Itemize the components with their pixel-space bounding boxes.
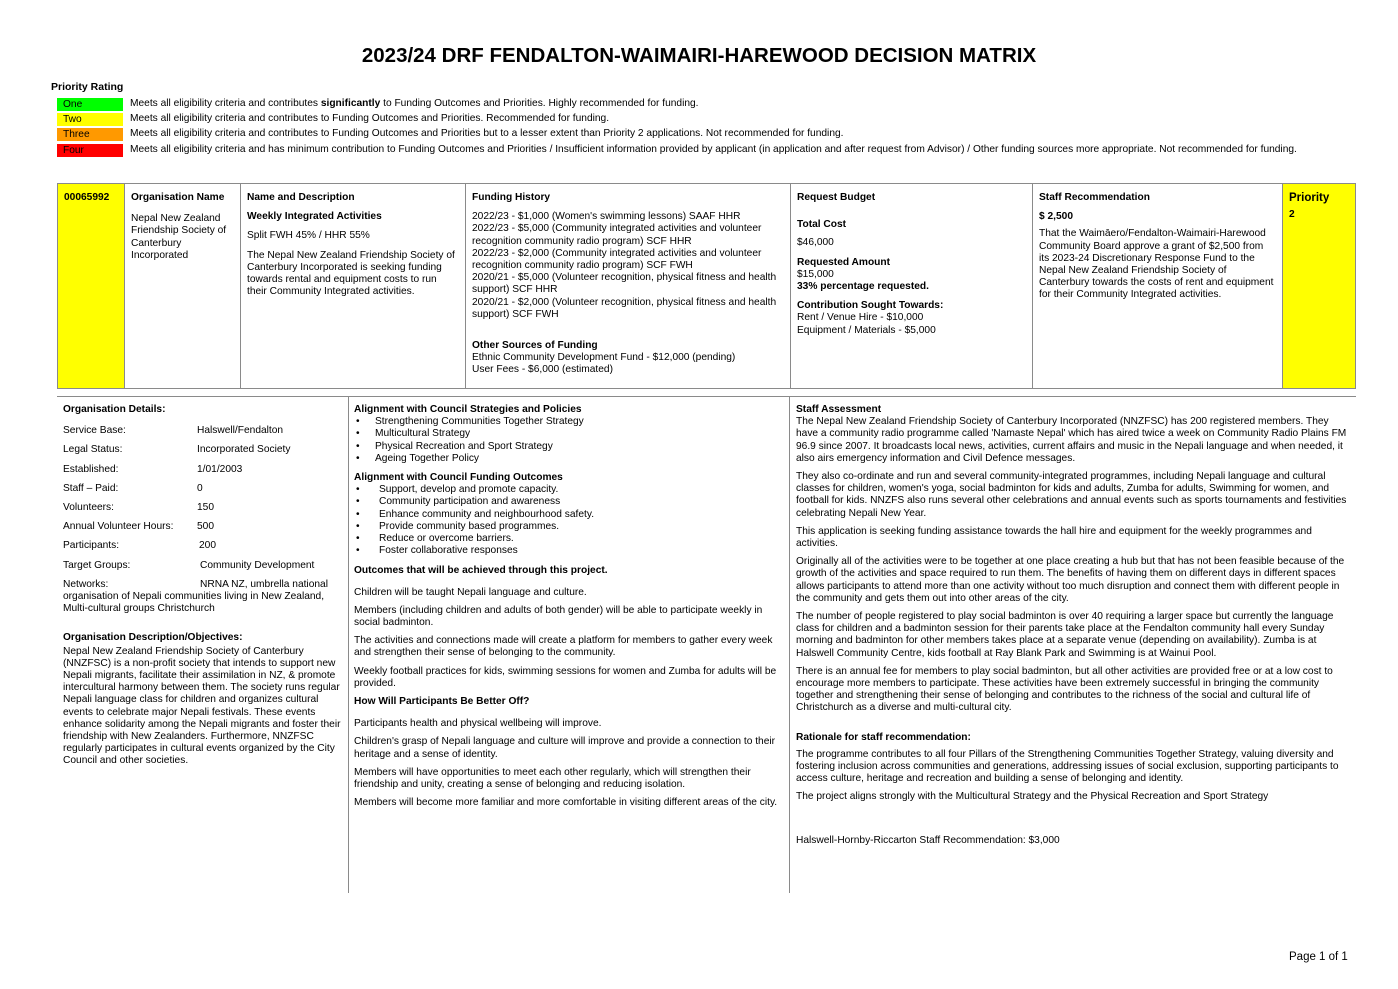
priority-desc-four: Meets all eligibility criteria and has minimum contribution to Funding Outcomes and Priorities / Insufficient information provided by applicant (in application and after request from Advisor) / Other funding sources more appropriate. Not recommended for funding.: [130, 144, 1297, 155]
requested-amount-label: Requested Amount: [797, 256, 891, 268]
staff-assessment-column: [796, 404, 1352, 847]
funding-history-item: 2022/23 - $2,000 (Community integrated activities and volunteer recognition community radio program) SCF FWH: [472, 247, 762, 272]
total-cost-value: $46,000: [797, 237, 834, 249]
name-description-header: Name and Description: [247, 192, 355, 203]
detail-value: Halswell/Fendalton: [197, 425, 284, 437]
name-description-cell: [241, 184, 466, 388]
detail-row: [63, 444, 343, 463]
priority-desc-one: [130, 98, 1320, 110]
detail-label: Target Groups:: [63, 559, 131, 571]
project-outcomes-heading: Outcomes that will be achieved through this project.: [354, 565, 608, 577]
section-divider: [57, 396, 1356, 397]
column-divider: [789, 397, 790, 893]
assessment-paragraph: This application is seeking funding assistance towards the hall hire and equipment for the weekly programmes and activities.: [796, 525, 1312, 550]
staff-recommendation-amount: $ 2,500: [1039, 211, 1073, 223]
total-cost-label: Total Cost: [797, 219, 847, 231]
priority-rating-heading: Priority Rating: [51, 81, 124, 93]
rationale-paragraph: The project aligns strongly with the Multicultural Strategy and the Physical Recreation and Sport Strategy: [796, 791, 1269, 803]
detail-row: [63, 540, 343, 559]
strategy-item: • Physical Recreation and Sport Strategy: [354, 441, 782, 453]
organisation-cell: [125, 184, 241, 388]
project-outcome: Members (including children and adults of both gender) will be able to participate weekly in social badminton.: [354, 604, 763, 629]
funding-history-list: [472, 211, 784, 321]
detail-value: 200: [199, 540, 216, 552]
staff-recommendation-cell: [1033, 184, 1283, 388]
funding-history-cell: [466, 184, 791, 388]
priority-desc-one-bold: significantly: [320, 98, 381, 109]
strategy-item: • Multicultural Strategy: [354, 428, 782, 440]
priority-header: Priority: [1289, 192, 1330, 204]
requested-amount-value: $15,000: [797, 268, 834, 280]
alignment-column: [354, 404, 782, 815]
priority-desc-three: Meets all eligibility criteria and contributes to Funding Outcomes and Priorities but to a lesser extent than Priority 2 applications. Not recommended for funding.: [130, 128, 844, 139]
request-budget-cell: [791, 184, 1033, 388]
priority-swatch-four: Four: [57, 144, 123, 157]
outcome-item: • Provide community based programmes.: [354, 521, 782, 533]
networks-continuation: organisation of Nepali communities living in New Zealand, Multi-cultural groups Christchurch: [63, 590, 325, 615]
detail-row: [63, 425, 343, 444]
priority-desc-one-pre: Meets all eligibility criteria and contributes: [130, 98, 321, 109]
organisation-details-heading: Organisation Details:: [63, 404, 166, 415]
column-divider: [348, 397, 349, 893]
better-off-item: Children's grasp of Nepali language and culture will improve and provide a connection to their heritage and a sense of identity.: [354, 736, 776, 760]
funding-history-item: 2020/21 - $5,000 (Volunteer recognition, physical fitness and health support) SCF HHR: [472, 272, 777, 296]
detail-label: Annual Volunteer Hours:: [63, 521, 174, 533]
funding-history-header: Funding History: [472, 192, 551, 203]
rationale-paragraph: The programme contributes to all four Pillars of the Strengthening Communities Together Strategy, valuing diversity and fostering inclusion across communities and generations, addressing issues of social exclusion, supporting participants to access culture, heritage and recreation and building a sense of belonging and identity.: [796, 748, 1339, 785]
application-id: 00065992: [64, 192, 110, 203]
strategies-heading: Alignment with Council Strategies and Policies: [354, 404, 582, 415]
strategy-item: • Strengthening Communities Together Strategy: [354, 416, 782, 428]
page-number: Page 1 of 1: [1289, 951, 1348, 963]
project-name: Weekly Integrated Activities: [247, 211, 382, 223]
application-table: [57, 183, 1356, 389]
organisation-header: Organisation Name: [131, 192, 225, 203]
detail-row: [63, 560, 343, 579]
strategies-list: [354, 416, 782, 465]
detail-label: Participants:: [63, 540, 120, 552]
better-off-item: Members will have opportunities to meet each other regularly, which will strengthen their friendship and unity, creating a sense of belonging and reducing isolation.: [354, 766, 751, 791]
detail-label: Service Base:: [63, 425, 126, 437]
detail-label: Staff – Paid:: [63, 482, 119, 494]
outcome-item: • Community participation and awareness: [354, 496, 782, 508]
priority-swatch-two: Two: [57, 113, 123, 126]
detail-row: [63, 464, 343, 483]
assessment-paragraph: There is an annual fee for members to play social badminton, but all other activities are provided free or at a low cost to encourage more members to participate. These activities have been extremely successful in bringing the community together and strengthening their sense of belonging and contributes to the richness of the social and cultural life of Christchurch as a diverse and multi-cultural city.: [796, 665, 1333, 714]
application-id-cell: [58, 184, 125, 388]
detail-value: Community Development: [200, 559, 315, 571]
detail-value: 150: [197, 501, 214, 513]
contribution-item: Equipment / Materials - $5,000: [797, 324, 936, 336]
other-source-item: Ethnic Community Development Fund - $12,000 (pending): [472, 352, 736, 364]
detail-value: 500: [197, 521, 214, 533]
detail-row: [63, 521, 343, 540]
detail-row: [63, 483, 343, 502]
staff-recommendation-text: That the Waimāero/Fendalton-Waimairi-Harewood Community Board approve a grant of $2,500 from its 2023-24 Discretionary Response Fund to the Nepal New Zealand Friendship Society of Canterbury towards the costs of rent and equipment for their Community Integrated activities.: [1039, 228, 1274, 301]
funding-history-item: 2022/23 - $1,000 (Women's swimming lessons) SAAF HHR: [472, 211, 741, 223]
funding-history-item: 2020/21 - $2,000 (Volunteer recognition, physical fitness and health support) SCF FWH: [472, 296, 777, 320]
detail-value: Incorporated Society: [197, 444, 291, 456]
organisation-description-heading: Organisation Description/Objectives:: [63, 632, 243, 644]
other-board-recommendation: Halswell-Hornby-Riccarton Staff Recommendation: $3,000: [796, 834, 1060, 846]
outcome-item: • Reduce or overcome barriers.: [354, 533, 782, 545]
better-off-item: Members will become more familiar and more comfortable in visiting different areas of the city.: [354, 797, 778, 809]
project-outcome: Children will be taught Nepali language and culture.: [354, 586, 587, 598]
detail-label: Volunteers:: [63, 501, 114, 513]
priority-swatch-three: Three: [57, 128, 123, 141]
networks-value: NRNA NZ, umbrella national: [200, 578, 328, 590]
rationale-heading: Rationale for staff recommendation:: [796, 731, 971, 743]
other-source-item: User Fees - $6,000 (estimated): [472, 364, 613, 376]
other-sources-header: Other Sources of Funding: [472, 340, 598, 352]
priority-desc-one-post: to Funding Outcomes and Priorities. Highly recommended for funding.: [380, 98, 699, 109]
page-title: 2023/24 DRF FENDALTON-WAIMAIRI-HAREWOOD DECISION MATRIX: [361, 44, 1037, 67]
request-budget-header: Request Budget: [797, 192, 876, 203]
better-off-item: Participants health and physical wellbeing will improve.: [354, 718, 602, 730]
staff-assessment-heading: Staff Assessment: [796, 404, 882, 415]
percentage-requested: 33% percentage requested.: [797, 281, 929, 293]
outcome-item: • Foster collaborative responses: [354, 545, 782, 557]
priority-value: 2: [1289, 209, 1295, 221]
detail-value: 0: [197, 482, 203, 494]
outcome-item: • Support, develop and promote capacity.: [354, 484, 782, 496]
funding-history-item: 2022/23 - $5,000 (Community integrated activities and volunteer recognition community radio program) SCF HHR: [472, 223, 762, 247]
project-outcome: The activities and connections made will create a platform for members to gather every week and strengthen their sense of belonging to the community.: [354, 635, 773, 659]
assessment-paragraph: The Nepal New Zealand Friendship Society of Canterbury Incorporated (NNZFSC) has 200 registered members. They have a community radio programme called 'Namaste Nepal' which has aired twice a week on Community Radio Plains FM 96.9 since 2007. It broadcasts local news, activities, current affairs and music in the Nepali language and when needed, it also airs emergency information and Civil Defence messages.: [796, 416, 1347, 464]
priority-cell: [1283, 184, 1355, 388]
organisation-description: Nepal New Zealand Friendship Society of Canterbury (NNZFSC) is a non-profit society that intends to support new Nepali migrants, facilitate their assimilation in NZ, & promote intercultural harmony between them. The society runs regular Nepali language class for children and organizes cultural events to celebrate major Nepali festivals. These events enhance solidarity among the Nepali migrants and foster their friendship with New Zealanders. Furthermore, NNZFSC regularly participates in cultural events organized by the City Council and other societies.: [63, 645, 341, 767]
outcome-item: • Enhance community and neighbourhood safety.: [354, 509, 782, 521]
assessment-paragraph: They also co-ordinate and run and several community-integrated programmes, including Nepali language and cultural classes for children, women's yoga, social badminton for kids and adults, Zumba for adults, Swimming for women, and football for kids. NNZFS also runs several other celebrations and annual events such as sports tournaments and festivities celebrating Nepali New Year.: [796, 471, 1347, 519]
networks-row: [63, 579, 343, 616]
strategy-item: • Ageing Together Policy: [354, 453, 782, 465]
better-off-heading: How Will Participants Be Better Off?: [354, 696, 530, 708]
detail-value: 1/01/2003: [197, 463, 243, 475]
contribution-label: Contribution Sought Towards:: [797, 300, 944, 312]
detail-row: [63, 502, 343, 521]
project-outcome: Weekly football practices for kids, swimming sessions for women and Zumba for adults will be provided.: [354, 665, 777, 689]
funding-split: Split FWH 45% / HHR 55%: [247, 230, 370, 242]
project-description: The Nepal New Zealand Friendship Society of Canterbury Incorporated is seeking funding towards rental and equipment costs to run their Community Integrated activities.: [247, 249, 455, 298]
organisation-name: Nepal New Zealand Friendship Society of Canterbury Incorporated: [131, 213, 227, 261]
staff-recommendation-header: Staff Recommendation: [1039, 192, 1150, 203]
detail-label: Established:: [63, 463, 119, 475]
priority-swatch-one: One: [57, 98, 123, 111]
assessment-paragraph: The number of people registered to play social badminton is over 40 requiring a larger space but currently the language class for children and a badminton session for their parents take place at the Fendalton community hall every Sunday morning and badminton for other members takes place at a separate venue (depending on availability). Zumba is at Halswell Community Centre, kids football at Ray Blank Park and Swimming is at Wainui Pool.: [796, 611, 1334, 659]
contribution-item: Rent / Venue Hire - $10,000: [797, 312, 924, 324]
priority-desc-two: Meets all eligibility criteria and contributes to Funding Outcomes and Priorities. Recommended for funding.: [130, 113, 610, 124]
funding-outcomes-heading: Alignment with Council Funding Outcomes: [354, 472, 563, 484]
networks-label: Networks:: [63, 578, 109, 590]
assessment-paragraph: Originally all of the activities were to be together at one place creating a hub but that has not been feasible because of the growth of the activities and space required to run them. The benefits of having them on different days in different spaces allows participants to attend more than one activity without too much disruption and connect them with different people in the community and gets them out into other areas of the city.: [796, 556, 1345, 604]
detail-label: Legal Status:: [63, 444, 123, 456]
organisation-details-column: [63, 404, 343, 768]
funding-outcomes-list: [354, 484, 782, 557]
